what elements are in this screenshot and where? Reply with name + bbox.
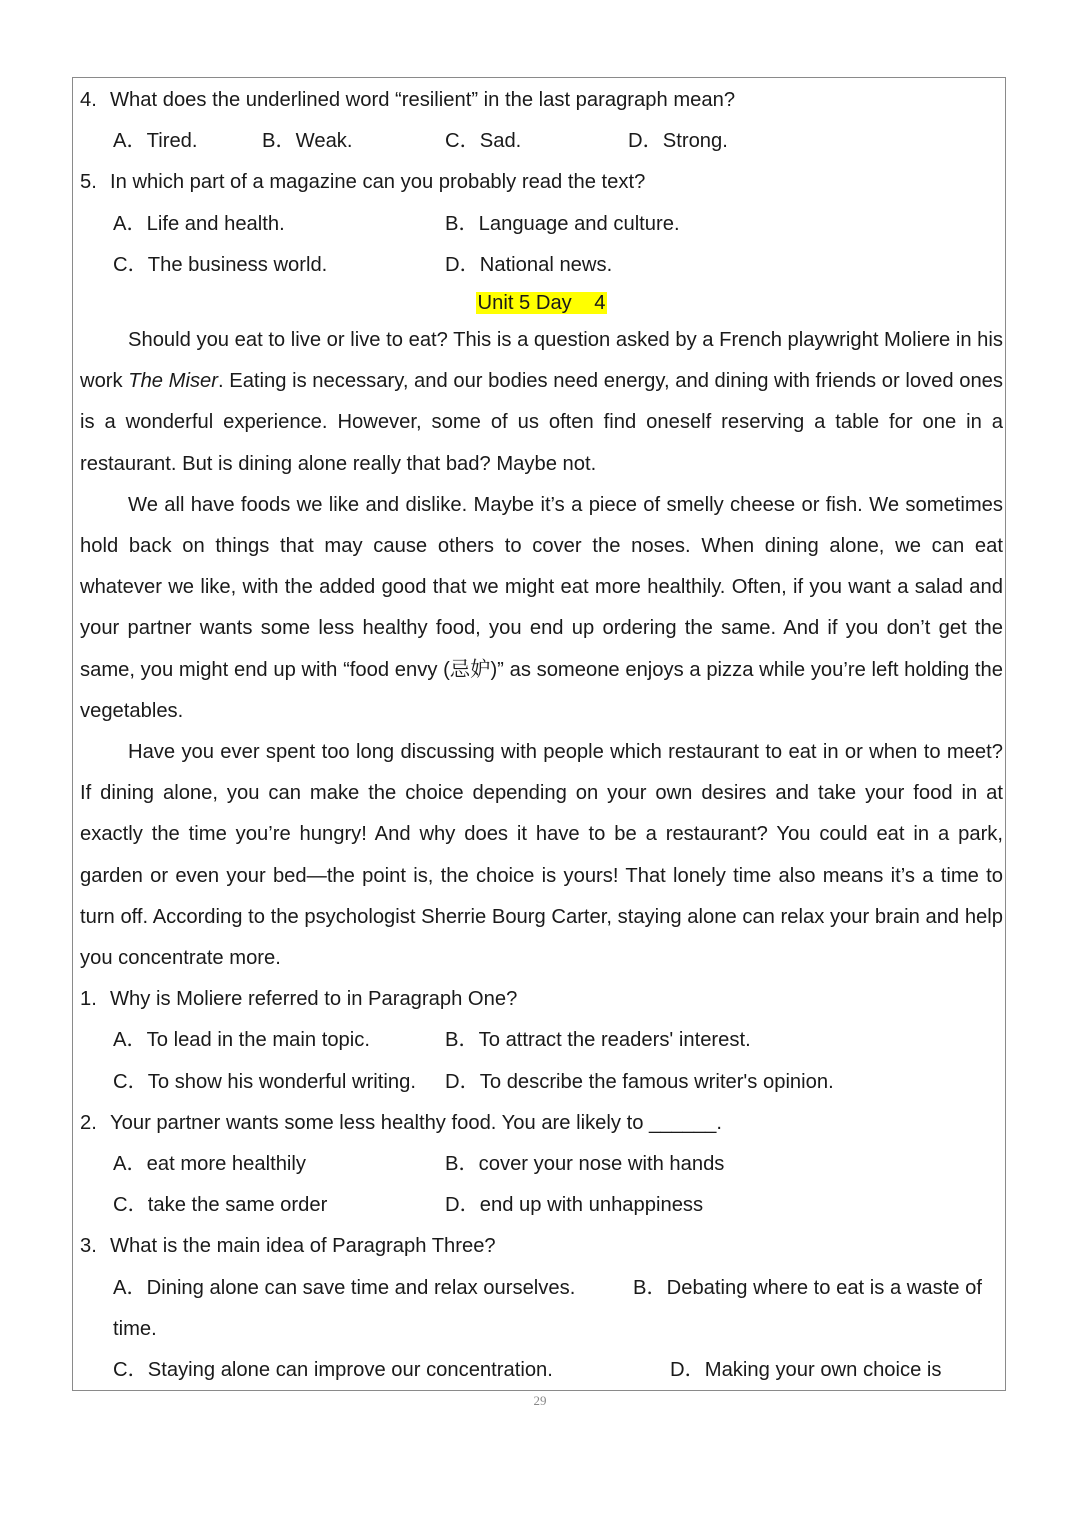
question-text: What does the underlined word “resilient” in the last paragraph mean? (110, 89, 736, 111)
question-3-options-row-3 (80, 1350, 1003, 1391)
passage-paragraph-2: We all have foods we like and dislike. Maybe it’s a piece of smelly cheese or fish. We sometimes hold back on things that may cause others to cover the noses. When dining alone, we can eat whatever we like, with the added good that we might eat more healthily. Often, if you want a salad and your partner wants some less healthy food, you end up ordering the same. And if you don’t get the same, you might end up with “food envy (忌妒)” as someone enjoys a pizza while you’re left holding the vegetables. (80, 493, 1003, 722)
option-c: C．take the same order (113, 1194, 328, 1217)
document-content (80, 80, 1003, 1391)
question-1-options-row-2 (80, 1062, 1003, 1103)
question-3-options-row-2 (80, 1309, 1003, 1350)
question-3 (80, 1226, 1003, 1267)
option-b: B．cover your nose with hands (445, 1152, 725, 1175)
option-d: D．National news. (445, 253, 613, 276)
option-a: A．Life and health. (113, 212, 285, 235)
option-b: B．Weak. (262, 130, 353, 153)
question-number: 3. (80, 1235, 97, 1258)
question-4-options (80, 121, 1003, 162)
question-5-options-row-1 (80, 204, 1003, 245)
option-b: B．Language and culture. (445, 212, 680, 235)
question-2-options-row-1 (80, 1144, 1003, 1185)
question-5 (80, 162, 1003, 203)
option-a: A．eat more healthily (113, 1152, 306, 1175)
question-3-options-row-1 (80, 1268, 1003, 1309)
question-4 (80, 80, 1003, 121)
option-c: C．To show his wonderful writing. (113, 1070, 416, 1093)
question-text: Your partner wants some less healthy food. You are likely to ______. (110, 1111, 723, 1134)
question-number: 1. (80, 988, 97, 1011)
option-d: D．end up with unhappiness (445, 1194, 704, 1217)
paragraph-text: Should you eat to live or live to eat? This is a question asked by a French playwright Moliere in his work (80, 328, 1003, 393)
book-title: The Miser (128, 370, 219, 393)
option-d: D．Making your own choice is (670, 1358, 942, 1381)
question-text: Why is Moliere referred to in Paragraph One? (110, 988, 518, 1011)
option-a: A．To lead in the main topic. (113, 1029, 370, 1052)
option-a: A．Tired. (113, 130, 198, 153)
option-d: D．To describe the famous writer's opinion. (445, 1070, 834, 1093)
option-b-continued: time. (113, 1317, 157, 1340)
unit-title (80, 286, 1003, 320)
page-number: 29 (533, 1393, 547, 1408)
option-a: A．Dining alone can save time and relax ourselves. (113, 1276, 576, 1299)
passage-paragraph-1 (80, 320, 1003, 485)
question-1 (80, 979, 1003, 1020)
option-c: C．Staying alone can improve our concentration. (113, 1358, 553, 1381)
question-number: 5. (80, 171, 97, 194)
unit-title-highlight: Unit 5 Day 4 (477, 291, 606, 314)
question-number: 2. (80, 1111, 97, 1134)
question-5-options-row-2 (80, 245, 1003, 286)
option-b: B．Debating where to eat is a waste of (633, 1276, 982, 1299)
option-b: B．To attract the readers' interest. (445, 1029, 751, 1052)
paragraph-text: . Eating is necessary, and our bodies need energy, and dining with friends or loved ones is a wonderful experience. However, some of us often find oneself reserving a table for one in a restaurant. But is dining alone really that bad? Maybe not. (80, 370, 1004, 475)
question-2-options-row-2 (80, 1185, 1003, 1226)
option-c: C．Sad. (445, 130, 522, 153)
question-text: What is the main idea of Paragraph Three? (110, 1235, 496, 1258)
option-d: D．Strong. (628, 130, 728, 153)
question-text: In which part of a magazine can you probably read the text? (110, 171, 646, 194)
question-2 (80, 1103, 1003, 1144)
question-1-options-row-1 (80, 1020, 1003, 1061)
question-number: 4. (80, 89, 97, 111)
passage-paragraph-3: Have you ever spent too long discussing with people which restaurant to eat in or when to meet? If dining alone, you can make the choice depending on your own desires and take your food in at exactly the time you’re hungry! And why does it have to be a restaurant? You could eat in a park, garden or even your bed—the point is, the choice is yours! That lonely time also means it’s a time to turn off. According to the psychologist Sherrie Bourg Carter, staying alone can relax your brain and help you concentrate more. (80, 740, 1003, 969)
option-c: C．The business world. (113, 253, 328, 276)
